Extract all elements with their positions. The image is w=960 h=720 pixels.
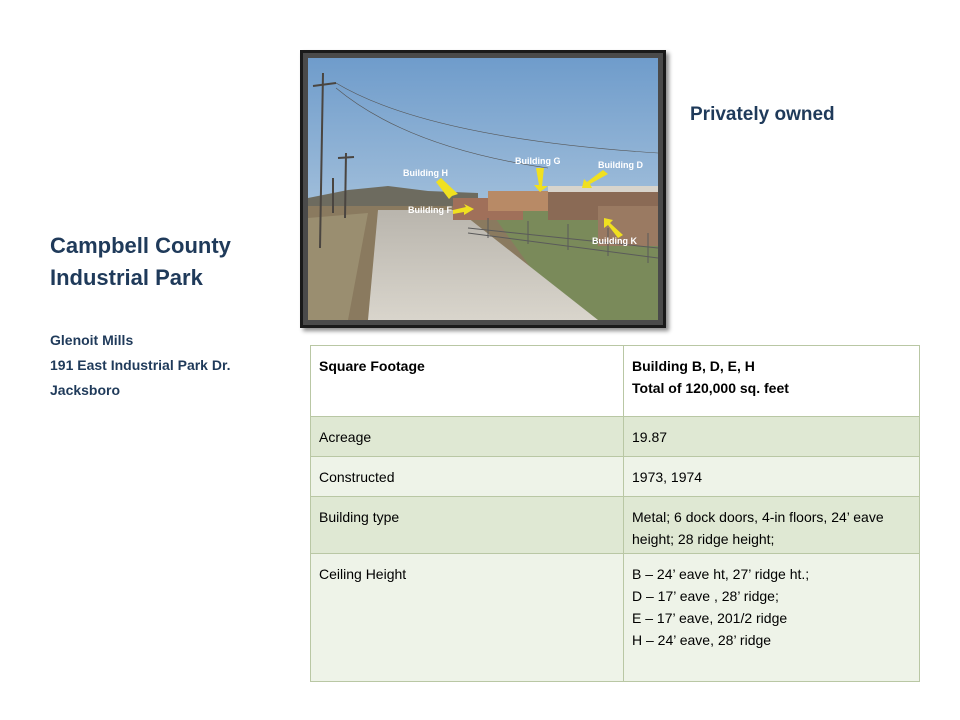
photo-label-building-g: Building G xyxy=(515,156,561,166)
site-photo xyxy=(300,50,666,328)
row-label-acreage: Acreage xyxy=(311,417,624,457)
site-photo-image xyxy=(308,58,658,320)
park-title-line-1: Campbell County xyxy=(50,233,231,258)
photo-label-building-h: Building H xyxy=(403,168,448,178)
row-value-acreage: 19.87 xyxy=(624,417,920,457)
address-company: Glenoit Mills xyxy=(50,332,134,348)
square-footage-buildings: Building B, D, E, H xyxy=(632,358,755,374)
park-title xyxy=(50,230,290,294)
row-value-constructed: 1973, 1974 xyxy=(624,457,920,497)
ceiling-line-b: B – 24’ eave ht, 27’ ridge ht.; xyxy=(632,566,810,582)
row-label-ceiling-height: Ceiling Height xyxy=(311,554,624,682)
ceiling-line-d: D – 17’ eave , 28’ ridge; xyxy=(632,588,779,604)
ownership-label: Privately owned xyxy=(690,104,835,125)
address-block xyxy=(50,328,290,403)
park-title-line-2: Industrial Park xyxy=(50,265,203,290)
photo-label-building-k: Building K xyxy=(592,236,637,246)
ceiling-line-e: E – 17’ eave, 201/2 ridge xyxy=(632,610,788,626)
row-label-constructed: Constructed xyxy=(311,457,624,497)
row-label-building-type: Building type xyxy=(311,497,624,554)
address-street: 191 East Industrial Park Dr. xyxy=(50,357,231,373)
property-details-table xyxy=(310,345,920,682)
ceiling-line-h: H – 24’ eave, 28’ ridge xyxy=(632,632,772,648)
row-label-square-footage: Square Footage xyxy=(311,346,624,417)
photo-label-building-f: Building F xyxy=(408,205,452,215)
photo-label-building-d: Building D xyxy=(598,160,643,170)
address-city: Jacksboro xyxy=(50,382,121,398)
table-row xyxy=(311,457,920,497)
table-row xyxy=(311,497,920,554)
table-row xyxy=(311,554,920,682)
table-row xyxy=(311,417,920,457)
square-footage-total: Total of 120,000 sq. feet xyxy=(632,380,789,396)
table-row xyxy=(311,346,920,417)
row-value-building-type: Metal; 6 dock doors, 4-in floors, 24’ eave height; 28 ridge height; xyxy=(624,497,920,554)
row-value-square-footage xyxy=(624,346,920,417)
row-value-ceiling-height xyxy=(624,554,920,682)
